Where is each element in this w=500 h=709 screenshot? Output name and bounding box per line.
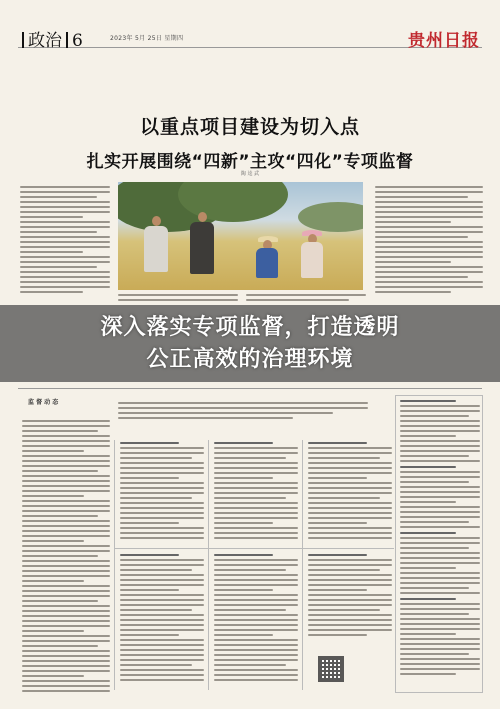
section-divider [22, 32, 24, 48]
column-divider [302, 440, 303, 690]
section-divider-2 [66, 32, 68, 48]
farm-photo [118, 182, 363, 290]
section-label [18, 26, 83, 51]
banner-line-2: 公正高效的治理环境 [146, 346, 354, 372]
headline-line-2: 扎实开展围绕“四新”主攻“四化”专项监督 [86, 152, 414, 172]
article-headline [0, 112, 500, 172]
section-name: 政治 [28, 31, 62, 51]
headline-line-1: 以重点项目建设为切入点 [139, 116, 360, 138]
lower-col-2a [214, 442, 298, 542]
lower-col-2b [214, 554, 298, 684]
upper-left-column [20, 186, 110, 296]
section-tag: 监 督 动 态 [28, 399, 59, 406]
row-divider [114, 548, 394, 549]
lower-intro [118, 402, 368, 422]
qr-code [318, 656, 344, 682]
title-overlay-banner [0, 305, 500, 382]
lower-col-3b [308, 554, 392, 639]
lower-left-column [22, 420, 110, 695]
byline: 陶 逵 武 [240, 171, 260, 177]
column-divider [114, 440, 115, 690]
masthead [18, 26, 482, 51]
newspaper-logo: 贵州日报 [408, 31, 480, 51]
lower-col-3a [308, 442, 392, 542]
lower-col-1b [120, 554, 204, 684]
banner-line-1: 深入落实专项监督，打造透明 [100, 314, 400, 340]
upper-right-column [375, 186, 483, 296]
column-divider [208, 440, 209, 690]
issue-date: 2023年 5月 25日 星期四 [110, 35, 184, 42]
under-photo-column-left [118, 294, 238, 304]
section-rule [18, 388, 482, 389]
lower-col-1a [120, 442, 204, 542]
page-number: 6 [72, 31, 83, 51]
right-sidebar-text [400, 400, 480, 678]
under-photo-column-right [246, 294, 366, 304]
